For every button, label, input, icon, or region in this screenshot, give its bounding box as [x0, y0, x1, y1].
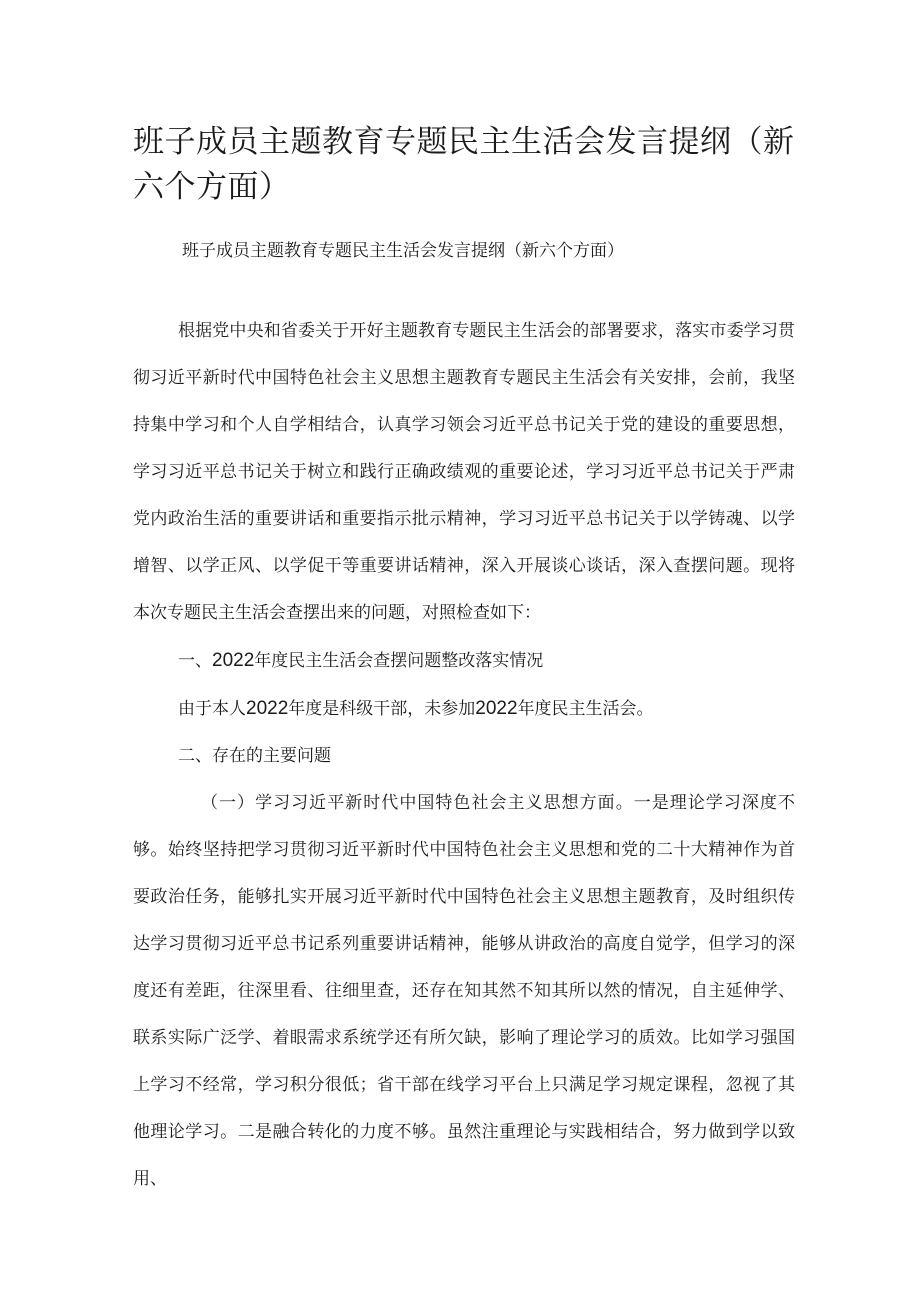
- document-title: 班子成员主题教育专题民主生活会发言提纲（新六个方面）: [133, 124, 795, 205]
- section1-body: [133, 685, 795, 733]
- section1-body-c: 年度民主生活会。: [517, 699, 654, 719]
- section2-heading: 二、存在的主要问题: [178, 746, 331, 766]
- section1-suffix: 年度民主生活会查摆问题整改落实情况: [254, 651, 544, 671]
- section1-body-year1: 2022: [246, 698, 289, 719]
- document-subtitle: 班子成员主题教育专题民主生活会发言提纲（新六个方面）: [182, 241, 624, 261]
- section1-prefix: 一、: [178, 651, 212, 671]
- section1-body-b: 年度是科级干部，未参加: [288, 699, 476, 719]
- section1-heading: [133, 637, 795, 685]
- section1-body-a: 由于本人: [178, 699, 246, 719]
- section1-year: 2022: [212, 650, 255, 671]
- document-body: [133, 308, 795, 1203]
- intro-paragraph: 根据党中央和省委关于开好主题教育专题民主生活会的部署要求，落实市委学习贯彻习近平新时代中国特色社会主义思想主题教育专题民主生活会有关安排，会前，我坚持集中学习和个人自学相结合，认真学习领会习近平总书记关于党的建设的重要思想，学习习近平总书记关于树立和践行正确政绩观的重要论述，学习习近平总书记关于严肃党内政治生活的重要讲话和重要指示批示精神，学习习近平总书记关于以学铸魂、以学增智、以学正风、以学促干等重要讲话精神，深入开展谈心谈话，深入查摆问题。现将本次专题民主生活会查摆出来的问题，对照检查如下：: [133, 321, 795, 623]
- section1-body-year2: 2022: [475, 698, 518, 719]
- section2-paragraph-1: （一）学习习近平新时代中国特色社会主义思想方面。一是理论学习深度不够。始终坚持把学习贯彻习近平新时代中国特色社会主义思想和党的二十大精神作为首要政治任务，能够扎实开展习近平新时代中国特色社会主义思想主题教育，及时组织传达学习贯彻习近平总书记系列重要讲话精神，能够从讲政治的高度自觉学，但学习的深度还有差距，往深里看、往细里查，还存在知其然不知其所以然的情况，自主延伸学、联系实际广泛学、着眼需求系统学还有所欠缺，影响了理论学习的质效。比如学习强国上学习不经常，学习积分很低；省干部在线学习平台上只满足学习规定课程，忽视了其他理论学习。二是融合转化的力度不够。虽然注重理论与实践相结合，努力做到学以致用、: [133, 793, 795, 1189]
